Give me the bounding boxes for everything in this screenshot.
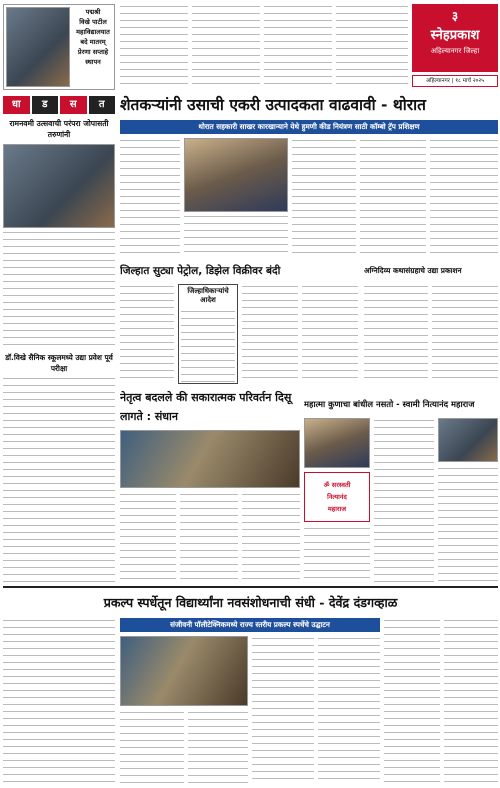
right-col-1	[364, 284, 428, 384]
tag-box: त	[89, 96, 116, 114]
top-col-2	[192, 4, 260, 90]
bottom-col-1	[3, 618, 115, 784]
lower-left-col-2	[180, 492, 238, 582]
lower-right-photo-2	[438, 418, 498, 462]
masthead-number: ३	[451, 9, 459, 23]
top-left-ad	[3, 4, 115, 90]
lead-photo-caption	[184, 214, 288, 258]
lower-left-col-1	[120, 492, 176, 582]
mid-col-3	[302, 284, 358, 384]
bottom-col-2	[120, 710, 184, 784]
bottom-col-5	[318, 636, 380, 784]
mid-box-head: जिल्हाधिकाऱ्यांचे आदेश	[187, 287, 229, 304]
tag-box: स	[60, 96, 87, 114]
ad-photo	[6, 7, 70, 87]
masthead	[412, 4, 498, 72]
ad-line: विखे पाटील	[79, 18, 107, 26]
mid-headline: जिल्हात सुट्या पेट्रोल, डिझेल विक्रीवर बंदी	[120, 265, 281, 277]
right-headline: अग्निदिव्य कथासंग्रहाचे उद्या प्रकाशन	[364, 266, 462, 275]
right-col-2	[432, 284, 498, 384]
left-col-text-2	[3, 376, 115, 582]
lower-right-col-2	[304, 526, 370, 582]
mid-boxed-story	[178, 284, 238, 384]
bottom-col-6	[384, 618, 440, 784]
lead-col-1	[120, 138, 180, 258]
top-col-4	[336, 4, 408, 90]
mid-col-1	[120, 284, 174, 384]
ad-line: स्थापन	[85, 58, 101, 66]
bottom-subhead: संजीवनी पॉलीटेक्निकमध्ये राज्य स्तरीय प्रकल्प स्पर्धेचे उद्घाटन	[120, 618, 380, 632]
bottom-col-4	[252, 636, 314, 784]
lead-photo	[184, 138, 288, 212]
bottom-col-7	[444, 618, 498, 784]
mid-col-2	[242, 284, 298, 384]
lead-col-4	[430, 138, 498, 258]
lead-subhead: थोरात सहकारी साखर कारखान्याने येथे हुमणी कीड नियंत्रण साठी कॉम्बो ट्रॅप प्रशिक्षण	[120, 120, 498, 134]
masthead-subtitle: अहिल्यानगर जिल्हा	[430, 47, 480, 55]
box-line: महाराज	[327, 505, 347, 513]
ad-line: प्रेरणा सप्ताहे	[77, 48, 109, 56]
top-col-1	[120, 4, 188, 90]
lead-col-3	[360, 138, 426, 258]
mid-box-text	[181, 309, 235, 383]
left-col-text	[3, 230, 115, 350]
ad-line: बदे मातरम्	[80, 38, 106, 46]
left-col-subhead: डॉ.विखे सैनिक स्कूलमध्ये उद्या प्रवेश पूर्व परीक्षा	[5, 353, 113, 373]
lower-right-box	[304, 472, 370, 522]
bottom-photo	[120, 636, 248, 706]
ad-text	[72, 7, 114, 67]
tag-box: ड	[32, 96, 59, 114]
masthead-brand: स्नेहप्रकाश	[430, 28, 480, 43]
bottom-rule	[3, 586, 498, 588]
top-col-3	[264, 4, 332, 90]
section-tag	[3, 96, 115, 114]
lower-right-photo	[304, 418, 370, 468]
date-line: अहिल्यानगर | १८ मार्च २०२५	[412, 75, 498, 87]
lower-right-headline: महात्मा कुणाचा बांधील नसतो - स्वामी नित्यानंद महाराज	[304, 399, 475, 409]
box-line: नित्यानंद	[327, 493, 347, 501]
lower-right-col-1	[374, 418, 434, 582]
bottom-headline: प्रकल्प स्पर्धेतून विद्यार्थ्यांना नवसंशोधनाची संधी - देवेंद्र दंडगव्हाळ	[103, 595, 398, 610]
lower-left-headline: नेतृत्व बदलले की सकारात्मक परिवर्तन दिसू लागते : संधान	[120, 391, 292, 423]
left-col-heading: रामनवमी उत्सवाची परंपरा जोपासती तरुणांनी	[9, 119, 109, 139]
tag-box: धा	[3, 96, 30, 114]
ad-line: पद्मश्री	[85, 8, 101, 16]
lead-headline: शेतकऱ्यांनी उसाची एकरी उत्पादकता वाढवावी - थोरात	[120, 96, 426, 114]
lower-right-col-3	[438, 466, 498, 582]
left-col-photo	[3, 144, 115, 228]
box-line: ॐ सरस्वती	[323, 481, 351, 489]
lower-left-col-3	[242, 492, 300, 582]
bottom-col-3	[188, 710, 248, 784]
lead-col-2	[292, 138, 356, 258]
ad-line: महाविद्यालयात	[76, 28, 110, 36]
lower-left-photo	[120, 430, 300, 488]
